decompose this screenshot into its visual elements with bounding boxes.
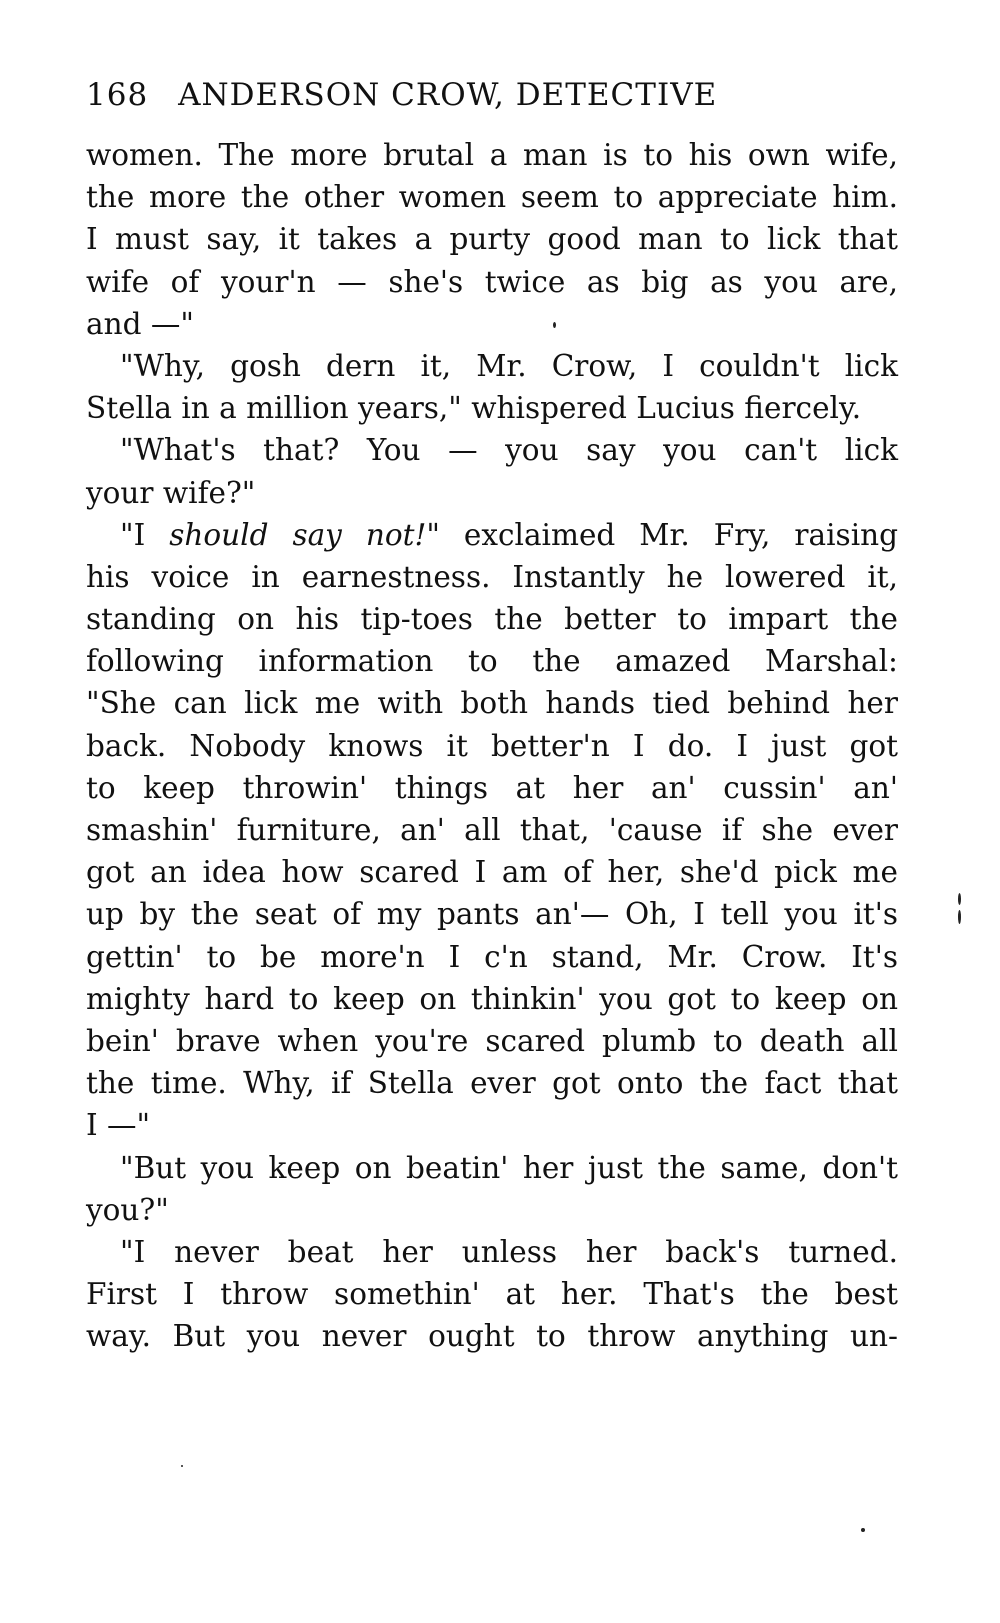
text-line: women. The more brutal a man is to his own wife,: [86, 138, 898, 172]
text-line: to keep throwin' things at her an' cussin' an': [86, 770, 898, 805]
paragraph: [86, 1147, 898, 1231]
text-line: the time. Why, if Stella ever got onto the fact that: [86, 1066, 898, 1101]
text-line: "Why, gosh dern it, Mr. Crow, I couldn't lick: [120, 348, 898, 383]
print-speck: [553, 322, 556, 328]
paragraph: [86, 134, 898, 345]
text-line: I —": [86, 1108, 151, 1143]
text-line: his voice in earnestness. Instantly he lowered it,: [86, 559, 898, 594]
text-line: up by the seat of my pants an'— Oh, I tell you it's: [86, 897, 898, 932]
book-page: [86, 76, 898, 1357]
print-speck: [181, 1465, 183, 1467]
text-line: "I never beat her unless her back's turned.: [120, 1234, 898, 1269]
text-line: smashin' furniture, an' all that, 'cause if she ever: [86, 813, 898, 847]
body-text: [86, 134, 898, 1357]
print-speck: [861, 1528, 865, 1532]
paragraph: [86, 1231, 898, 1358]
text-line: wife of your'n — she's twice as big as you are,: [86, 264, 898, 299]
text-line: "But you keep on beatin' her just the same, don't: [120, 1150, 898, 1185]
text-line: your wife?": [86, 475, 256, 510]
print-speck: [958, 910, 961, 924]
text-line: standing on his tip-toes the better to impart the: [86, 602, 898, 637]
text-line: following information to the amazed Marshal:: [86, 644, 898, 679]
paragraph: [86, 345, 898, 429]
running-header: [86, 76, 898, 114]
text-line: gettin' to be more'n I c'n stand, Mr. Crow. It's: [86, 939, 898, 974]
text-line: I must say, it takes a purty good man to lick that: [86, 222, 898, 257]
text-line: Stella in a million years," whispered Lucius fiercely.: [86, 391, 862, 426]
text-line: the more the other women seem to appreciate him.: [86, 180, 898, 215]
text-line: you?": [86, 1192, 169, 1227]
text-line: and —": [86, 306, 194, 341]
paragraph: [86, 514, 898, 1147]
page-number: 168: [86, 77, 149, 113]
text-line: First I throw somethin' at her. That's the best: [86, 1277, 898, 1312]
text-line: bein' brave when you're scared plumb to death all: [86, 1023, 898, 1058]
text-line: got an idea how scared I am of her, she'd pick me: [86, 855, 898, 890]
text-line: way. But you never ought to throw anything un-: [86, 1319, 898, 1354]
text-line: "I should say not!" exclaimed Mr. Fry, raising: [120, 517, 899, 552]
text-line: "What's that? You — you say you can't lick: [120, 433, 898, 468]
text-line: back. Nobody knows it better'n I do. I just got: [86, 728, 898, 763]
print-speck: [958, 893, 961, 905]
paragraph: [86, 429, 898, 513]
running-title: ANDERSON CROW, DETECTIVE: [178, 77, 718, 113]
emphasis: should say not!: [145, 517, 427, 552]
text-line: "She can lick me with both hands tied behind her: [86, 686, 898, 721]
text-line: mighty hard to keep on thinkin' you got to keep on: [86, 981, 898, 1016]
